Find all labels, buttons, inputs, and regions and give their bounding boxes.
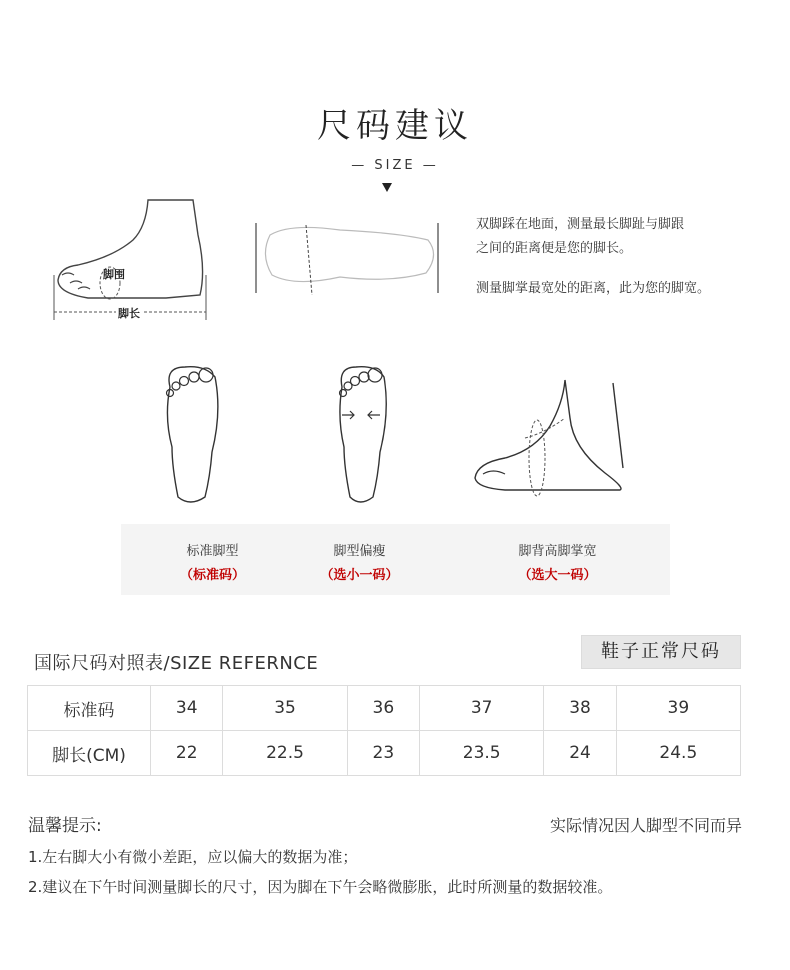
arrow-down-icon xyxy=(382,183,392,192)
instruction-length xyxy=(476,213,776,261)
table-cell: 24.5 xyxy=(616,731,740,776)
normal-size-badge: 鞋子正常尺码 xyxy=(581,635,741,669)
high-instep-foot-icon xyxy=(465,378,635,503)
foot-type-name-narrow: 脚型偏瘦 xyxy=(333,544,386,559)
page-title: 尺码建议 xyxy=(317,106,473,146)
narrow-foot-icon xyxy=(320,357,400,512)
table-cell: 35 xyxy=(223,686,347,731)
tips-note: 实际情况因人脚型不同而异 xyxy=(549,816,742,835)
table-cell: 39 xyxy=(616,686,740,731)
foot-type-name-standard: 标准脚型 xyxy=(186,544,239,559)
standard-foot-icon xyxy=(150,357,230,512)
length-label: 脚长 xyxy=(118,307,140,320)
table-cell: 36 xyxy=(347,686,419,731)
table-cell: 38 xyxy=(544,686,616,731)
table-cell: 24 xyxy=(544,731,616,776)
instruction-length-line-2: 之间的距离便是您的脚长。 xyxy=(476,241,633,256)
row-header: 标准码 xyxy=(28,686,151,731)
size-label: SIZE xyxy=(374,158,416,173)
table-cell: 22 xyxy=(151,731,223,776)
table-cell: 23 xyxy=(347,731,419,776)
foot-type-panel xyxy=(121,524,670,595)
row-header: 脚长(CM) xyxy=(28,731,151,776)
table-cell: 23.5 xyxy=(420,731,544,776)
instruction-length-line-1: 双脚踩在地面，测量最长脚趾与脚跟 xyxy=(476,217,685,232)
table-cell: 34 xyxy=(151,686,223,731)
tips-title: 温馨提示: xyxy=(28,816,102,836)
instep-label: 脚围 xyxy=(103,268,125,281)
dash-right: — xyxy=(422,158,439,173)
foot-type-tip-standard: （标准码） xyxy=(179,568,245,583)
instruction-width: 测量脚掌最宽处的距离，此为您的脚宽。 xyxy=(476,281,711,296)
foot-type-tip-wide: （选大一码） xyxy=(518,568,597,583)
foot-type-name-wide: 脚背高脚掌宽 xyxy=(518,544,597,559)
table-row xyxy=(28,731,741,776)
dash-left: — xyxy=(351,158,368,173)
table-row xyxy=(28,686,741,731)
size-table xyxy=(27,685,741,776)
tip-item-1: 1.左右脚大小有微小差距，应以偏大的数据为准； xyxy=(28,848,358,866)
table-cell: 37 xyxy=(420,686,544,731)
tip-item-2: 2.建议在下午时间测量脚长的尺寸，因为脚在下午会略微膨胀，此时所测量的数据较准。 xyxy=(28,878,613,896)
size-table-title: 国际尺码对照表/SIZE REFERNCE xyxy=(34,653,319,674)
foot-width-measure-icon xyxy=(250,215,445,300)
size-subtitle xyxy=(0,158,790,173)
table-cell: 22.5 xyxy=(223,731,347,776)
foot-type-tip-narrow: （选小一码） xyxy=(320,568,399,583)
